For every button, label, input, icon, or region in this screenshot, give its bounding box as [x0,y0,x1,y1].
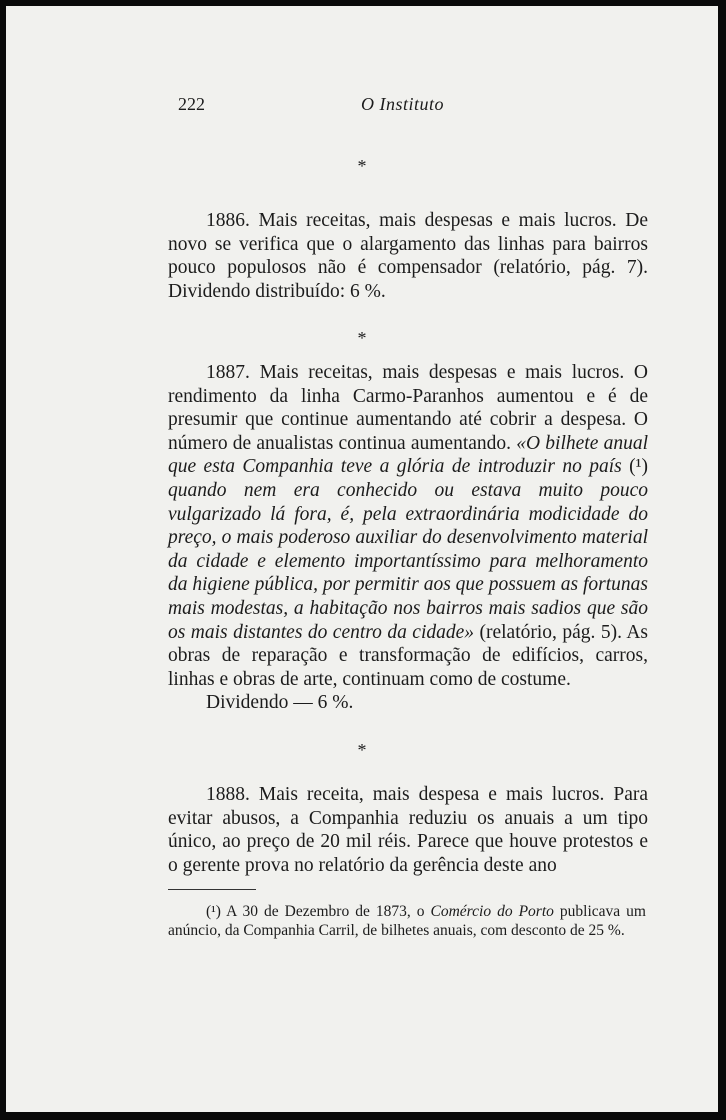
text-1887-after: (relatório, pág. 5). As obras de reparação e transformação de edifícios, carros, linhas e obras de arte, continuam como de costume. [168,621,648,690]
quote-1887-part1: «O bilhete anual que esta Companhia teve a glória de introduzir no país [168,432,648,478]
footnote-italic-title: Comércio do Porto [430,903,554,920]
dividend-1887: Dividendo — 6 %. [206,692,354,714]
footnote-text-before: A 30 de Dezembro de 1873, o [226,903,425,920]
footnote-marker: (¹) [206,903,221,920]
section-separator-3: * [357,740,367,760]
footnote-text-after: publicava um anúncio, da Companhia Carril, de bilhetes anuais, com desconto de 25 %. [168,903,646,939]
year-1887: 1887. [206,362,250,383]
paragraph-1886 [168,209,648,303]
section-separator-2: * [357,328,367,348]
section-1887 [168,361,648,715]
running-title: O Instituto [361,94,445,114]
text-1887-intro: Mais receitas, mais despesas e mais lucros. O rendimento da linha Carmo-Paranhos aumentou e é de presumir que continue aumentando até cobrir a despesa. O número de anualistas continua aumentando. [168,362,649,454]
quote-1887-part2: quando nem era conhecido ou estava muito pouco vulgarizado lá fora, é, pela extraordinária modicidade do preço, o mais poderoso auxiliar do desenvolvimento material da cidade e elemento importantíssimo para melhoramento da higiene pública, por permitir aos que possuem as fortunas mais modestas, a habitação nos bairros mais sadios que são os mais distantes do centro da cidade» [168,479,648,643]
section-1886 [168,209,648,303]
section-1888 [168,783,648,877]
footnote [168,902,646,940]
document-page [6,6,718,1112]
paragraph-1888 [168,783,648,877]
year-1886: 1886. [206,210,250,231]
page-number: 222 [178,94,205,114]
year-1888: 1888. [206,784,250,805]
footnote-reference: (¹) [629,456,648,478]
footnote-rule [168,889,256,890]
text-1888: Mais receita, mais despesa e mais lucros. Para evitar abusos, a Companhia reduziu os anuais a um tipo único, ao preço de 20 mil réis. Parece que houve protestos e o gerente prova no relatório da gerência deste ano [168,784,649,876]
page-header [6,94,718,120]
text-1886: Mais receitas, mais despesas e mais lucros. De novo se verifica que o alargamento das linhas para bairros pouco populosos não é compensador (relatório, pág. 7). Dividendo distribuído: 6 %. [168,210,649,302]
paragraph-1887 [168,361,648,691]
section-separator-1: * [357,156,367,176]
